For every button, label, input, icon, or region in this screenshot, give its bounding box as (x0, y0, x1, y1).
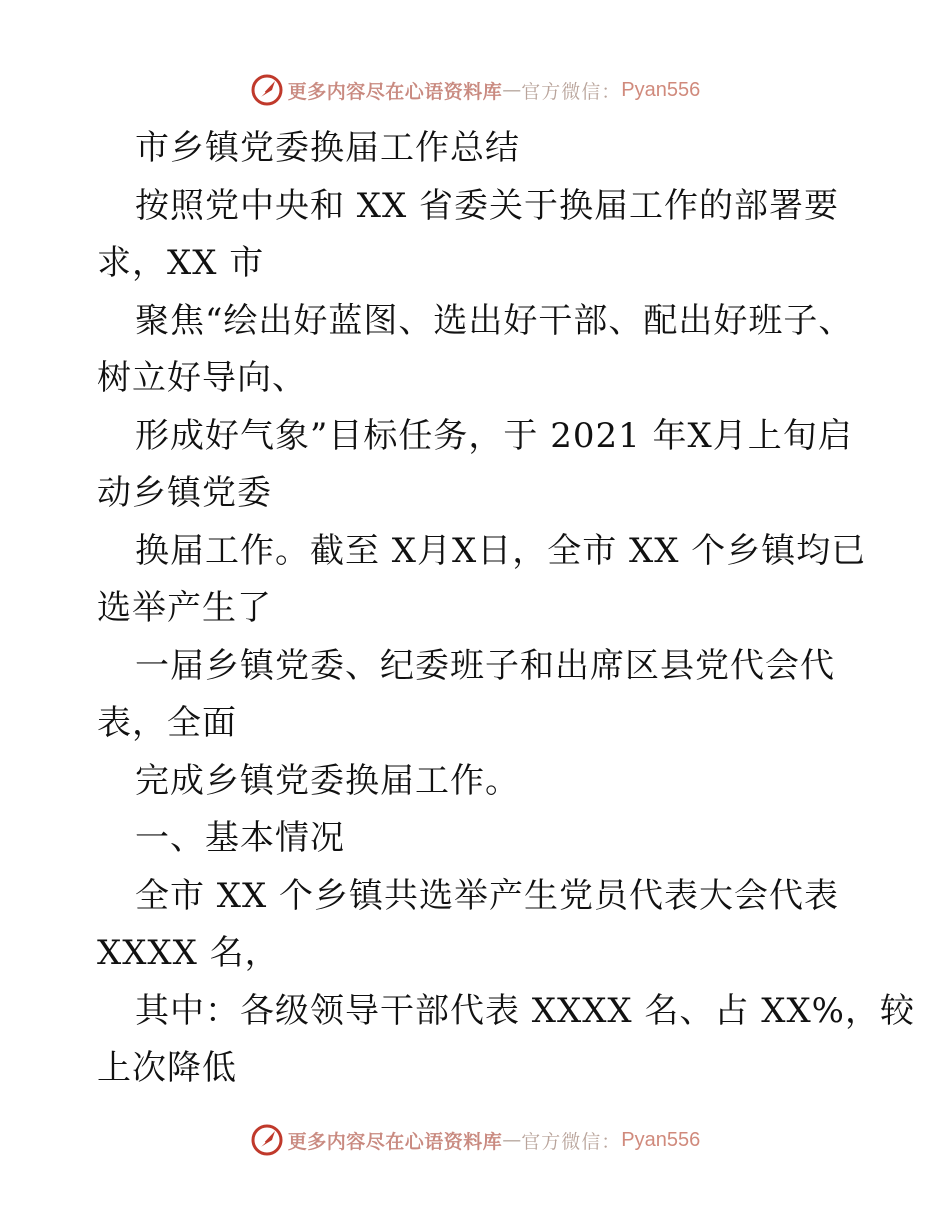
watermark-handle: Pyan556 (621, 1128, 701, 1151)
watermark-footer (0, 1120, 950, 1160)
paragraph-line: 换届工作。截至 X月X日，全市 XX 个乡镇均已 (135, 530, 867, 571)
watermark-dash: — (502, 1129, 522, 1151)
watermark-handle: Pyan556 (621, 78, 701, 101)
watermark-main-text: 更多内容尽在心语资料库 (287, 1130, 503, 1153)
watermark-main-text: 更多内容尽在心语资料库 (287, 80, 503, 103)
quill-logo-icon (250, 73, 284, 107)
paragraph-line: 按照党中央和 XX 省委关于换届工作的部署要 (135, 185, 840, 226)
watermark-sub-text: 官方微信： (521, 1130, 622, 1153)
paragraph-line: 其中：各级领导干部代表 XXXX 名、占 XX%，较 (135, 990, 915, 1031)
paragraph-line: 完成乡镇党委换届工作。 (135, 760, 520, 801)
paragraph-line: 上次降低 (97, 1048, 237, 1088)
watermark-sub-text: 官方微信： (521, 80, 622, 103)
paragraph-line: 全市 XX 个乡镇共选举产生党员代表大会代表 (135, 875, 840, 916)
quill-logo-icon (250, 1123, 284, 1157)
paragraph-line: 形成好气象”目标任务，于 2021 年X月上旬启 (135, 415, 853, 456)
section-heading: 一、基本情况 (135, 818, 345, 858)
paragraph-line: XXXX 名， (97, 933, 280, 973)
watermark-dash: — (502, 79, 522, 101)
paragraph-line: 求，XX 市 (97, 243, 265, 283)
paragraph-line: 树立好导向、 (97, 358, 307, 398)
paragraph-line: 动乡镇党委 (97, 473, 272, 513)
document-body (97, 120, 915, 1098)
watermark-header (0, 70, 950, 110)
paragraph-line: 表，全面 (97, 703, 237, 743)
document-title: 市乡镇党委换届工作总结 (135, 128, 520, 168)
paragraph-line: 聚焦“绘出好蓝图、选出好干部、配出好班子、 (135, 300, 854, 341)
paragraph-line: 选举产生了 (97, 588, 272, 628)
paragraph-line: 一届乡镇党委、纪委班子和出席区县党代会代 (135, 645, 835, 686)
